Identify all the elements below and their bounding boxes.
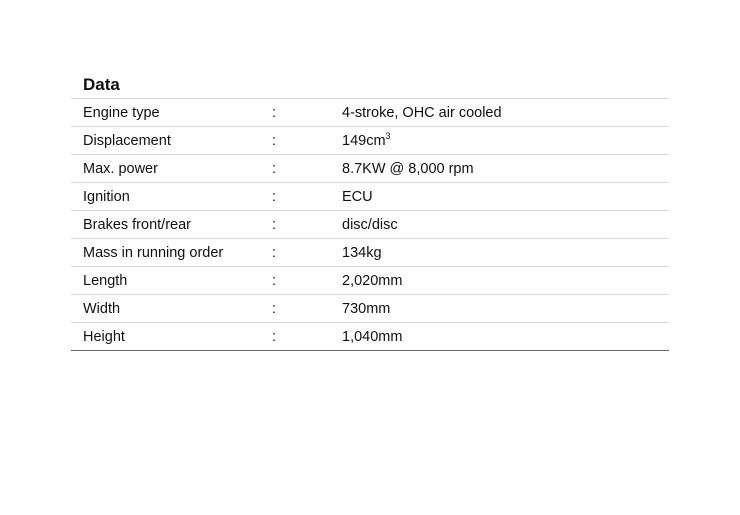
spec-value: 730mm <box>342 300 391 317</box>
spec-label: Displacement <box>71 127 272 155</box>
spec-separator: : <box>272 127 342 155</box>
spec-label: Ignition <box>71 183 272 211</box>
spec-separator: : <box>272 211 342 239</box>
spec-label: Height <box>71 323 272 351</box>
spec-value-cell <box>342 323 669 351</box>
spec-value-cell <box>342 99 669 127</box>
spec-value-cell <box>342 155 669 183</box>
spec-value: 1,040mm <box>342 328 403 345</box>
spec-label: Length <box>71 267 272 295</box>
spec-label: Max. power <box>71 155 272 183</box>
spec-separator: : <box>272 295 342 323</box>
spec-separator: : <box>272 323 342 351</box>
spec-row <box>71 267 669 295</box>
spec-title: Data <box>71 72 669 99</box>
spec-row <box>71 127 669 155</box>
spec-separator: : <box>272 155 342 183</box>
spec-value-cell <box>342 295 669 323</box>
spec-value: 149cm <box>342 132 386 149</box>
spec-value: 8.7KW @ 8,000 rpm <box>342 160 474 177</box>
spec-table <box>71 99 669 351</box>
spec-value-cell <box>342 183 669 211</box>
spec-row <box>71 99 669 127</box>
spec-separator: : <box>272 267 342 295</box>
spec-value: 4-stroke, OHC air cooled <box>342 104 502 121</box>
spec-value-cell <box>342 239 669 267</box>
spec-value: disc/disc <box>342 216 398 233</box>
spec-value-cell <box>342 127 669 155</box>
spec-label: Engine type <box>71 99 272 127</box>
spec-separator: : <box>272 99 342 127</box>
spec-value-cell <box>342 267 669 295</box>
unit-exponent: 3 <box>385 130 391 141</box>
spec-value-cell <box>342 211 669 239</box>
spec-value: 2,020mm <box>342 272 403 289</box>
spec-table-body <box>71 99 669 351</box>
spec-label: Mass in running order <box>71 239 272 267</box>
spec-value: 134kg <box>342 244 382 261</box>
spec-label: Brakes front/rear <box>71 211 272 239</box>
spec-row <box>71 239 669 267</box>
spec-separator: : <box>272 183 342 211</box>
spec-label: Width <box>71 295 272 323</box>
spec-separator: : <box>272 239 342 267</box>
spec-row <box>71 295 669 323</box>
spec-row <box>71 183 669 211</box>
spec-row <box>71 155 669 183</box>
spec-row <box>71 323 669 351</box>
spec-sheet <box>71 72 669 351</box>
spec-value: ECU <box>342 188 373 205</box>
spec-row <box>71 211 669 239</box>
